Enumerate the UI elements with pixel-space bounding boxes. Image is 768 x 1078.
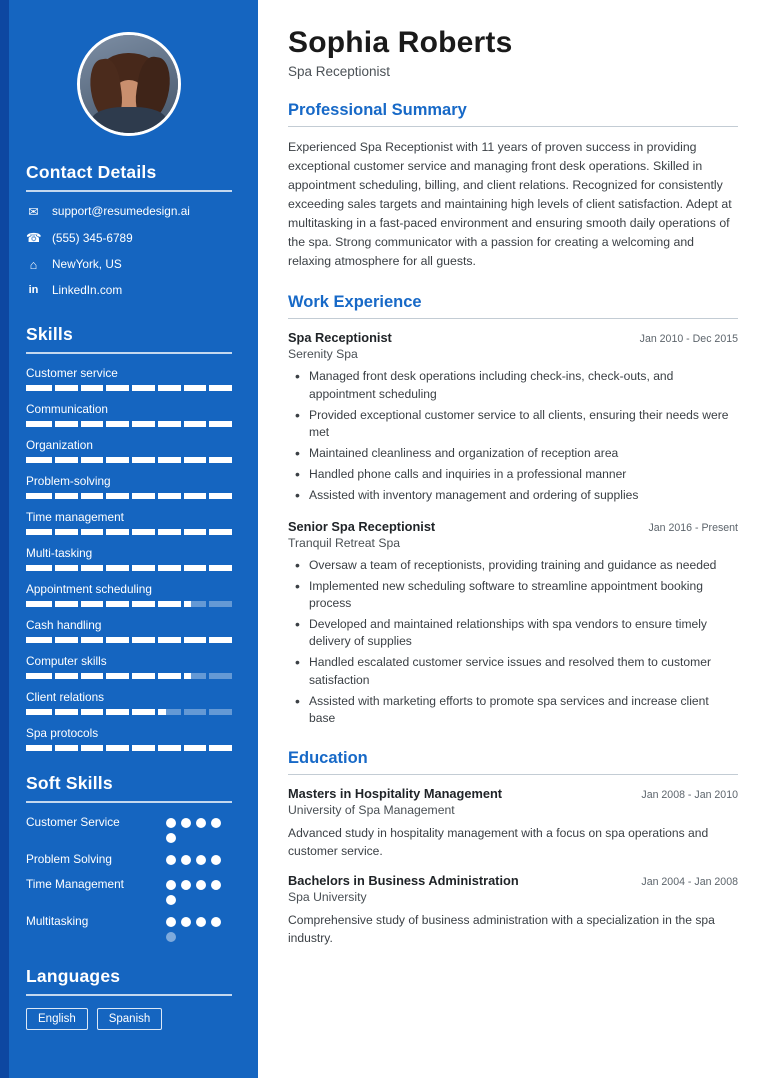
skill-progress-fill (26, 673, 191, 679)
skill-bar-notch (78, 493, 81, 499)
list-item: • Oversaw a team of receptionists, providing training and guidance as needed (292, 557, 738, 574)
skill-bar-notch (155, 457, 158, 463)
skill-progress-bar (26, 601, 232, 607)
skill-bar-notch (129, 601, 132, 607)
education-degree: Bachelors in Business Administration (288, 873, 519, 889)
skill-bar-notch (78, 421, 81, 427)
skill-progress-bar (26, 493, 232, 499)
skill-bar-notch (78, 709, 81, 715)
skill-item (26, 366, 232, 391)
experience-entry (288, 519, 738, 728)
professional-summary-text: Experienced Spa Receptionist with 11 years of proven success in providing exceptional customer service and managing front desk operations. Skilled in appointment scheduling, billing, and client relations. Recognized for consistently exceeding sales targets and maintaining high levels of client satisfaction. Adept at multitasking in a fast-paced environment and ensuring smooth daily operations of the spa. Strong communicator with a passion for creating a welcoming and relaxing atmosphere for all guests. (288, 140, 732, 269)
skill-label: Problem-solving (26, 474, 111, 489)
education-date: Jan 2008 - Jan 2010 (641, 789, 738, 802)
skill-label: Communication (26, 402, 108, 417)
skill-bar-notch (78, 745, 81, 751)
experience-date: Jan 2016 - Present (648, 521, 738, 534)
professional-summary-heading: Professional Summary (288, 101, 738, 127)
skill-bar-notch (181, 457, 184, 463)
skill-label: Customer service (26, 366, 118, 381)
skill-bar-notch (52, 709, 55, 715)
skill-bar-notch (129, 421, 132, 427)
experience-header (288, 330, 738, 345)
soft-skill-label: Problem Solving (26, 852, 112, 867)
experience-date: Jan 2010 - Dec 2015 (639, 333, 738, 346)
skill-bar-notch (155, 565, 158, 571)
education-entry (288, 873, 738, 947)
experience-bullet-list (292, 368, 738, 504)
skill-bar-notch (206, 457, 209, 463)
skill-item (26, 402, 232, 427)
rating-dot (181, 880, 191, 890)
list-item: • Assisted with inventory management and ordering of supplies (292, 487, 738, 504)
education-institution: Spa University (288, 890, 367, 905)
skill-item (26, 510, 232, 535)
list-item: • Handled phone calls and inquiries in a professional manner (292, 466, 738, 483)
skill-bar-notch (206, 421, 209, 427)
skill-progress-bar (26, 457, 232, 463)
rating-dot (181, 855, 191, 865)
skill-bar-notch (103, 601, 106, 607)
skill-label: Multi-tasking (26, 546, 93, 561)
skill-bar-notch (78, 637, 81, 643)
soft-skill-label: Customer Service (26, 815, 120, 830)
soft-skill-item (26, 815, 232, 843)
skill-item (26, 618, 232, 643)
rating-dot (196, 917, 206, 927)
skill-bar-notch (129, 457, 132, 463)
contact-email-text: support@resumedesign.ai (52, 204, 190, 219)
skill-bar-notch (206, 601, 209, 607)
contact-location-text: NewYork, US (52, 256, 122, 271)
list-item: • Managed front desk operations including check-ins, check-outs, and appointment scheduling (292, 368, 738, 402)
avatar-container (26, 32, 232, 136)
education-heading: Education (288, 749, 738, 775)
skill-bar-notch (206, 709, 209, 715)
skill-progress-bar (26, 745, 232, 751)
work-experience-heading: Work Experience (288, 293, 738, 319)
list-item: • Implemented new scheduling software to streamline appointment booking process (292, 578, 738, 612)
rating-dot (166, 880, 176, 890)
work-experience-list (288, 330, 738, 727)
sidebar-accent-stripe (0, 0, 9, 1078)
skill-bar-notch (155, 673, 158, 679)
list-item: • Developed and maintained relationships with spa vendors to ensure timely delivery of supplies (292, 616, 738, 650)
contact-item-location[interactable] (26, 257, 232, 273)
skill-item (26, 546, 232, 571)
list-item: • Maintained cleanliness and organization of reception area (292, 445, 738, 462)
experience-organization: Tranquil Retreat Spa (288, 535, 401, 550)
skill-bar-notch (52, 565, 55, 571)
language-chip: English (26, 1008, 88, 1030)
skill-bar-notch (181, 565, 184, 571)
soft-skill-item (26, 914, 232, 942)
rating-dot (181, 917, 191, 927)
experience-title: Senior Spa Receptionist (288, 518, 436, 534)
linkedin-icon: in (28, 284, 39, 297)
skill-bar-notch (155, 385, 158, 391)
skills-list (26, 366, 232, 751)
skill-label: Client relations (26, 690, 105, 705)
skill-bar-notch (181, 673, 184, 679)
education-entry (288, 786, 738, 860)
skill-progress-bar (26, 709, 232, 715)
skill-progress-bar (26, 565, 232, 571)
skill-bar-notch (78, 529, 81, 535)
skill-bar-notch (52, 385, 55, 391)
skill-bar-notch (181, 637, 184, 643)
rating-dot (166, 855, 176, 865)
skill-progress-bar (26, 673, 232, 679)
education-description: Comprehensive study of business administration with a specialization in the spa industry. (288, 913, 715, 945)
skill-bar-notch (129, 637, 132, 643)
list-item: • Assisted with marketing efforts to promote spa services and increase client base (292, 693, 738, 727)
rating-dot (166, 833, 176, 843)
skill-label: Appointment scheduling (26, 582, 152, 597)
skill-bar-notch (129, 493, 132, 499)
contact-linkedin-text: LinkedIn.com (52, 282, 123, 297)
skill-bar-notch (103, 637, 106, 643)
skill-bar-notch (103, 673, 106, 679)
skill-bar-notch (181, 421, 184, 427)
skill-label: Time management (26, 510, 124, 525)
education-degree: Masters in Hospitality Management (288, 786, 503, 802)
soft-skill-label: Multitasking (26, 914, 89, 928)
soft-skills-heading: Soft Skills (26, 773, 232, 803)
skill-bar-notch (103, 565, 106, 571)
skill-bar-notch (181, 493, 184, 499)
experience-bullet-list (292, 557, 738, 728)
skill-bar-notch (78, 385, 81, 391)
home-icon: ⌂ (29, 257, 38, 272)
skill-bar-notch (206, 637, 209, 643)
experience-entry (288, 330, 738, 504)
rating-dot (166, 818, 176, 828)
list-item: • Provided exceptional customer service to all clients, ensuring their needs were met (292, 407, 738, 441)
skill-bar-notch (155, 493, 158, 499)
skill-bar-notch (103, 745, 106, 751)
skill-bar-notch (129, 385, 132, 391)
rating-dot (211, 880, 221, 890)
skill-bar-notch (129, 565, 132, 571)
skill-bar-notch (129, 673, 132, 679)
sidebar (0, 0, 258, 1078)
skill-bar-notch (103, 421, 106, 427)
skill-bar-notch (78, 457, 81, 463)
skill-bar-notch (206, 493, 209, 499)
skill-bar-notch (129, 529, 132, 535)
rating-dot (211, 818, 221, 828)
skill-bar-notch (155, 709, 158, 715)
skill-item (26, 654, 232, 679)
skill-bar-notch (52, 745, 55, 751)
skill-progress-bar (26, 529, 232, 535)
skill-bar-notch (78, 673, 81, 679)
rating-dot (181, 818, 191, 828)
skill-bar-notch (103, 457, 106, 463)
soft-skill-rating (166, 914, 232, 942)
skill-progress-fill (26, 601, 191, 607)
skill-bar-notch (155, 601, 158, 607)
job-role-subtitle: Spa Receptionist (288, 64, 391, 79)
skill-bar-notch (206, 673, 209, 679)
skill-progress-bar (26, 637, 232, 643)
soft-skill-rating (166, 852, 232, 865)
skill-label: Spa protocols (26, 726, 99, 741)
skill-item (26, 582, 232, 607)
rating-dot (211, 917, 221, 927)
skill-bar-notch (103, 385, 106, 391)
skill-progress-fill (26, 709, 166, 715)
skill-bar-notch (103, 493, 106, 499)
rating-dot (166, 895, 176, 905)
skill-bar-notch (103, 529, 106, 535)
skill-bar-notch (129, 709, 132, 715)
skill-progress-bar (26, 421, 232, 427)
skills-heading: Skills (26, 324, 232, 354)
soft-skill-item (26, 852, 232, 868)
skill-bar-notch (181, 709, 184, 715)
skill-bar-notch (78, 601, 81, 607)
page-title: Sophia Roberts (288, 26, 513, 59)
skill-bar-notch (155, 529, 158, 535)
skill-item (26, 438, 232, 463)
soft-skills-list (26, 815, 232, 942)
skill-bar-notch (206, 385, 209, 391)
skill-progress-bar (26, 385, 232, 391)
skill-bar-notch (155, 745, 158, 751)
skill-item (26, 474, 232, 499)
skill-bar-notch (181, 529, 184, 535)
skill-bar-notch (103, 709, 106, 715)
contact-list (26, 204, 232, 298)
skill-bar-notch (78, 565, 81, 571)
skill-label: Organization (26, 438, 93, 453)
skill-label: Cash handling (26, 618, 102, 633)
education-description: Advanced study in hospitality management with a focus on spa operations and customer service. (288, 826, 709, 858)
rating-dot (196, 855, 206, 865)
skill-bar-notch (181, 385, 184, 391)
skill-bar-notch (129, 745, 132, 751)
skill-bar-notch (52, 529, 55, 535)
skill-bar-notch (206, 745, 209, 751)
language-chip: Spanish (97, 1008, 163, 1030)
rating-dot (211, 855, 221, 865)
education-institution: University of Spa Management (288, 803, 455, 818)
skill-bar-notch (52, 601, 55, 607)
main-content (258, 0, 768, 1078)
skill-bar-notch (52, 637, 55, 643)
skill-bar-notch (52, 493, 55, 499)
skill-bar-notch (155, 637, 158, 643)
experience-header (288, 519, 738, 534)
contact-item-phone[interactable] (26, 230, 232, 246)
skill-item (26, 690, 232, 715)
education-header (288, 786, 738, 801)
contact-item-linkedin[interactable] (26, 283, 232, 298)
skill-label: Computer skills (26, 654, 107, 669)
rating-dot (196, 880, 206, 890)
avatar (77, 32, 181, 136)
skill-item (26, 726, 232, 751)
skill-bar-notch (155, 421, 158, 427)
education-date: Jan 2004 - Jan 2008 (641, 876, 738, 889)
education-list (288, 786, 738, 947)
soft-skill-rating (166, 877, 232, 905)
experience-title: Spa Receptionist (288, 330, 392, 346)
rating-dot (166, 917, 176, 927)
skill-bar-notch (52, 421, 55, 427)
skill-bar-notch (52, 457, 55, 463)
contact-phone-text: (555) 345-6789 (52, 230, 133, 245)
envelope-icon: ✉ (28, 205, 39, 219)
skill-bar-notch (181, 601, 184, 607)
list-item: • Handled escalated customer service issues and resolved them to customer satisfaction (292, 654, 738, 688)
experience-organization: Serenity Spa (288, 347, 358, 362)
languages-heading: Languages (26, 966, 232, 996)
contact-details-heading: Contact Details (26, 162, 232, 192)
skill-bar-notch (206, 565, 209, 571)
rating-dot (196, 818, 206, 828)
rating-dot (166, 932, 176, 942)
soft-skill-rating (166, 815, 232, 843)
skill-bar-notch (206, 529, 209, 535)
contact-item-email[interactable] (26, 204, 232, 220)
skill-bar-notch (52, 673, 55, 679)
skill-bar-notch (181, 745, 184, 751)
education-header (288, 873, 738, 888)
soft-skill-item (26, 877, 232, 905)
languages-list (26, 1008, 232, 1030)
phone-icon: ☎ (26, 231, 42, 246)
soft-skill-label: Time Management (26, 877, 124, 891)
